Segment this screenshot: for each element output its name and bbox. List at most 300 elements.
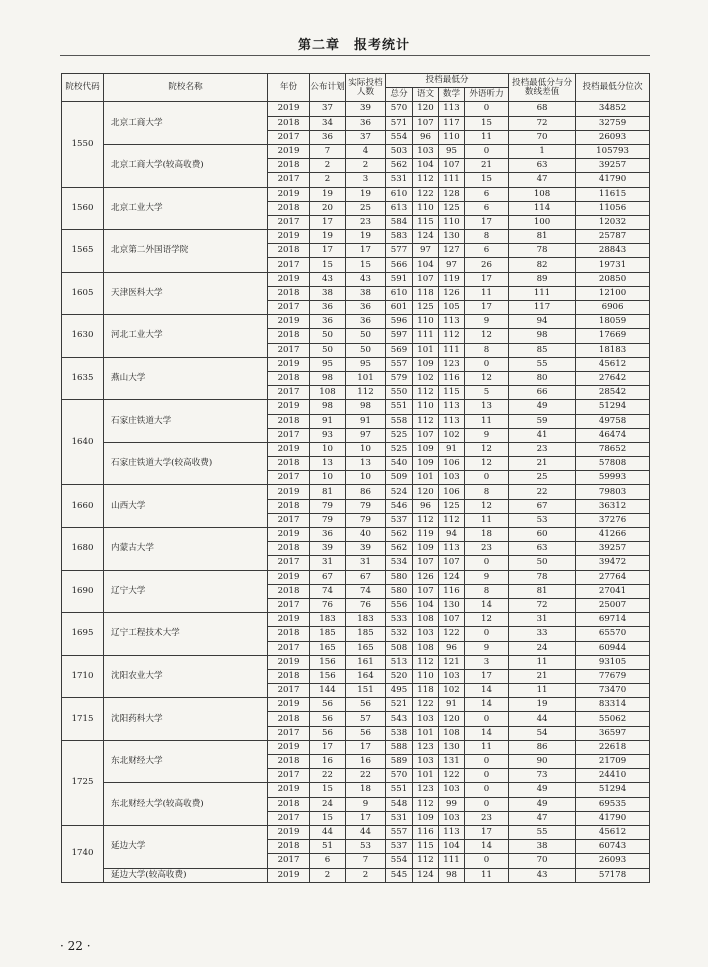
cell-rank: 20850 <box>576 272 650 286</box>
cell-listening: 12 <box>465 613 509 627</box>
cell-rank: 79803 <box>576 485 650 499</box>
cell-rank: 83314 <box>576 698 650 712</box>
cell-total: 503 <box>386 144 413 158</box>
cell-diff: 78 <box>509 244 576 258</box>
cell-diff: 22 <box>509 485 576 499</box>
cell-diff: 100 <box>509 215 576 229</box>
institution-code: 1630 <box>62 315 104 358</box>
table-row <box>62 102 650 116</box>
cell-math: 112 <box>439 513 465 527</box>
cell-chinese: 101 <box>413 726 439 740</box>
cell-math: 106 <box>439 485 465 499</box>
cell-actual: 183 <box>346 613 386 627</box>
cell-diff: 114 <box>509 201 576 215</box>
cell-math: 96 <box>439 641 465 655</box>
cell-year: 2019 <box>268 272 310 286</box>
cell-diff: 24 <box>509 641 576 655</box>
institution-code: 1605 <box>62 272 104 315</box>
cell-diff: 72 <box>509 116 576 130</box>
cell-math: 98 <box>439 868 465 882</box>
cell-chinese: 112 <box>413 173 439 187</box>
cell-diff: 67 <box>509 499 576 513</box>
cell-listening: 0 <box>465 556 509 570</box>
cell-listening: 0 <box>465 102 509 116</box>
admission-table-container <box>61 73 650 883</box>
cell-listening: 9 <box>465 570 509 584</box>
cell-plan: 74 <box>310 584 346 598</box>
cell-math: 130 <box>439 230 465 244</box>
cell-total: 538 <box>386 726 413 740</box>
cell-year: 2017 <box>268 513 310 527</box>
cell-listening: 21 <box>465 159 509 173</box>
cell-listening: 0 <box>465 144 509 158</box>
table-row <box>62 528 650 542</box>
table-row <box>62 698 650 712</box>
cell-actual: 112 <box>346 386 386 400</box>
cell-math: 102 <box>439 428 465 442</box>
cell-chinese: 109 <box>413 811 439 825</box>
institution-name: 天津医科大学 <box>104 272 268 315</box>
cell-listening: 14 <box>465 598 509 612</box>
institution-name: 北京工业大学 <box>104 187 268 230</box>
cell-listening: 23 <box>465 811 509 825</box>
cell-listening: 17 <box>465 272 509 286</box>
cell-plan: 156 <box>310 669 346 683</box>
cell-math: 108 <box>439 726 465 740</box>
cell-chinese: 101 <box>413 471 439 485</box>
cell-rank: 39257 <box>576 542 650 556</box>
cell-plan: 36 <box>310 528 346 542</box>
cell-rank: 60944 <box>576 641 650 655</box>
table-row <box>62 400 650 414</box>
cell-year: 2019 <box>268 230 310 244</box>
cell-chinese: 107 <box>413 556 439 570</box>
cell-rank: 93105 <box>576 655 650 669</box>
cell-chinese: 102 <box>413 371 439 385</box>
cell-year: 2018 <box>268 797 310 811</box>
cell-plan: 16 <box>310 755 346 769</box>
cell-chinese: 112 <box>413 854 439 868</box>
cell-rank: 55062 <box>576 712 650 726</box>
cell-math: 107 <box>439 556 465 570</box>
cell-total: 610 <box>386 187 413 201</box>
cell-actual: 17 <box>346 740 386 754</box>
cell-total: 601 <box>386 301 413 315</box>
cell-rank: 17669 <box>576 329 650 343</box>
cell-listening: 11 <box>465 130 509 144</box>
cell-year: 2019 <box>268 868 310 882</box>
cell-plan: 44 <box>310 825 346 839</box>
cell-year: 2018 <box>268 499 310 513</box>
cell-listening: 14 <box>465 726 509 740</box>
cell-chinese: 120 <box>413 102 439 116</box>
cell-rank: 32759 <box>576 116 650 130</box>
cell-actual: 19 <box>346 187 386 201</box>
cell-total: 540 <box>386 457 413 471</box>
cell-chinese: 108 <box>413 613 439 627</box>
cell-diff: 53 <box>509 513 576 527</box>
cell-listening: 8 <box>465 584 509 598</box>
cell-math: 122 <box>439 627 465 641</box>
cell-chinese: 125 <box>413 301 439 315</box>
cell-rank: 37276 <box>576 513 650 527</box>
cell-chinese: 110 <box>413 315 439 329</box>
cell-year: 2019 <box>268 485 310 499</box>
header-math: 数学 <box>439 88 465 102</box>
table-row <box>62 315 650 329</box>
cell-plan: 10 <box>310 471 346 485</box>
header-rank: 投档最低分位次 <box>576 74 650 102</box>
cell-chinese: 104 <box>413 258 439 272</box>
cell-total: 591 <box>386 272 413 286</box>
cell-chinese: 107 <box>413 116 439 130</box>
header-listening: 外语听力 <box>465 88 509 102</box>
cell-total: 596 <box>386 315 413 329</box>
cell-plan: 79 <box>310 499 346 513</box>
cell-actual: 2 <box>346 868 386 882</box>
cell-diff: 47 <box>509 173 576 187</box>
cell-math: 116 <box>439 371 465 385</box>
cell-rank: 27041 <box>576 584 650 598</box>
cell-year: 2018 <box>268 840 310 854</box>
cell-year: 2018 <box>268 712 310 726</box>
cell-total: 551 <box>386 783 413 797</box>
cell-chinese: 118 <box>413 286 439 300</box>
table-row <box>62 357 650 371</box>
table-row <box>62 442 650 456</box>
cell-rank: 51294 <box>576 400 650 414</box>
cell-year: 2017 <box>268 386 310 400</box>
cell-total: 550 <box>386 386 413 400</box>
cell-diff: 80 <box>509 371 576 385</box>
cell-listening: 9 <box>465 315 509 329</box>
institution-code: 1640 <box>62 400 104 485</box>
cell-listening: 9 <box>465 641 509 655</box>
cell-total: 570 <box>386 102 413 116</box>
cell-chinese: 96 <box>413 130 439 144</box>
cell-total: 580 <box>386 584 413 598</box>
cell-rank: 46474 <box>576 428 650 442</box>
cell-actual: 3 <box>346 173 386 187</box>
cell-actual: 98 <box>346 400 386 414</box>
cell-math: 110 <box>439 215 465 229</box>
cell-diff: 21 <box>509 457 576 471</box>
cell-year: 2019 <box>268 357 310 371</box>
cell-total: 537 <box>386 513 413 527</box>
cell-chinese: 107 <box>413 428 439 442</box>
cell-diff: 86 <box>509 740 576 754</box>
cell-rank: 28542 <box>576 386 650 400</box>
cell-listening: 23 <box>465 542 509 556</box>
cell-plan: 17 <box>310 244 346 258</box>
cell-listening: 15 <box>465 173 509 187</box>
cell-plan: 2 <box>310 159 346 173</box>
cell-total: 562 <box>386 542 413 556</box>
cell-rank: 22618 <box>576 740 650 754</box>
cell-plan: 22 <box>310 769 346 783</box>
cell-chinese: 101 <box>413 769 439 783</box>
cell-rank: 69535 <box>576 797 650 811</box>
cell-chinese: 123 <box>413 740 439 754</box>
cell-listening: 8 <box>465 485 509 499</box>
cell-rank: 24410 <box>576 769 650 783</box>
cell-math: 122 <box>439 769 465 783</box>
cell-year: 2017 <box>268 130 310 144</box>
table-row <box>62 570 650 584</box>
cell-rank: 41790 <box>576 173 650 187</box>
cell-diff: 68 <box>509 102 576 116</box>
cell-actual: 15 <box>346 258 386 272</box>
institution-code: 1660 <box>62 485 104 528</box>
cell-actual: 161 <box>346 655 386 669</box>
cell-year: 2018 <box>268 542 310 556</box>
cell-actual: 10 <box>346 471 386 485</box>
cell-plan: 20 <box>310 201 346 215</box>
cell-total: 557 <box>386 825 413 839</box>
cell-plan: 36 <box>310 315 346 329</box>
cell-diff: 60 <box>509 528 576 542</box>
cell-actual: 39 <box>346 102 386 116</box>
cell-actual: 79 <box>346 513 386 527</box>
cell-chinese: 116 <box>413 825 439 839</box>
cell-diff: 72 <box>509 598 576 612</box>
cell-chinese: 103 <box>413 712 439 726</box>
cell-plan: 79 <box>310 513 346 527</box>
cell-plan: 50 <box>310 329 346 343</box>
cell-total: 520 <box>386 669 413 683</box>
cell-listening: 17 <box>465 669 509 683</box>
cell-rank: 49758 <box>576 414 650 428</box>
cell-listening: 0 <box>465 797 509 811</box>
cell-actual: 95 <box>346 357 386 371</box>
cell-chinese: 112 <box>413 414 439 428</box>
cell-actual: 4 <box>346 144 386 158</box>
institution-code: 1565 <box>62 230 104 273</box>
cell-math: 103 <box>439 811 465 825</box>
cell-year: 2018 <box>268 201 310 215</box>
cell-total: 562 <box>386 159 413 173</box>
cell-diff: 38 <box>509 840 576 854</box>
cell-plan: 95 <box>310 357 346 371</box>
cell-total: 545 <box>386 868 413 882</box>
cell-listening: 5 <box>465 386 509 400</box>
cell-actual: 101 <box>346 371 386 385</box>
cell-chinese: 120 <box>413 485 439 499</box>
cell-actual: 56 <box>346 698 386 712</box>
cell-chinese: 107 <box>413 272 439 286</box>
institution-name: 石家庄铁道大学 <box>104 400 268 443</box>
cell-rank: 73470 <box>576 684 650 698</box>
cell-plan: 56 <box>310 712 346 726</box>
cell-math: 117 <box>439 116 465 130</box>
cell-total: 548 <box>386 797 413 811</box>
cell-math: 111 <box>439 854 465 868</box>
cell-chinese: 103 <box>413 627 439 641</box>
institution-name: 辽宁工程技术大学 <box>104 613 268 656</box>
cell-actual: 57 <box>346 712 386 726</box>
cell-diff: 49 <box>509 400 576 414</box>
cell-year: 2017 <box>268 428 310 442</box>
cell-chinese: 112 <box>413 386 439 400</box>
cell-math: 111 <box>439 343 465 357</box>
cell-listening: 11 <box>465 740 509 754</box>
cell-plan: 19 <box>310 230 346 244</box>
cell-plan: 98 <box>310 400 346 414</box>
cell-year: 2019 <box>268 400 310 414</box>
cell-total: 589 <box>386 755 413 769</box>
cell-math: 113 <box>439 414 465 428</box>
cell-actual: 76 <box>346 598 386 612</box>
cell-actual: 36 <box>346 301 386 315</box>
institution-code: 1710 <box>62 655 104 698</box>
cell-math: 112 <box>439 329 465 343</box>
cell-listening: 3 <box>465 655 509 669</box>
cell-chinese: 122 <box>413 698 439 712</box>
cell-year: 2019 <box>268 783 310 797</box>
cell-year: 2018 <box>268 286 310 300</box>
cell-plan: 51 <box>310 840 346 854</box>
cell-actual: 13 <box>346 457 386 471</box>
cell-math: 120 <box>439 712 465 726</box>
cell-actual: 16 <box>346 755 386 769</box>
cell-listening: 11 <box>465 513 509 527</box>
cell-math: 95 <box>439 144 465 158</box>
cell-plan: 15 <box>310 783 346 797</box>
institution-code: 1725 <box>62 740 104 825</box>
cell-math: 103 <box>439 783 465 797</box>
cell-listening: 6 <box>465 201 509 215</box>
cell-rank: 6906 <box>576 301 650 315</box>
institution-code: 1740 <box>62 825 104 882</box>
table-row <box>62 230 650 244</box>
cell-diff: 31 <box>509 613 576 627</box>
cell-year: 2017 <box>268 258 310 272</box>
cell-plan: 37 <box>310 102 346 116</box>
cell-diff: 1 <box>509 144 576 158</box>
cell-actual: 86 <box>346 485 386 499</box>
cell-diff: 90 <box>509 755 576 769</box>
institution-name: 内蒙古大学 <box>104 528 268 571</box>
cell-math: 113 <box>439 315 465 329</box>
cell-actual: 31 <box>346 556 386 570</box>
cell-chinese: 108 <box>413 641 439 655</box>
cell-plan: 185 <box>310 627 346 641</box>
cell-math: 123 <box>439 357 465 371</box>
header-actual: 实际投档人数 <box>346 74 386 102</box>
cell-chinese: 109 <box>413 357 439 371</box>
cell-rank: 18059 <box>576 315 650 329</box>
cell-diff: 25 <box>509 471 576 485</box>
institution-name: 延边大学(较高收费) <box>104 868 268 882</box>
cell-diff: 81 <box>509 584 576 598</box>
cell-plan: 31 <box>310 556 346 570</box>
cell-actual: 79 <box>346 499 386 513</box>
cell-math: 115 <box>439 386 465 400</box>
cell-math: 121 <box>439 655 465 669</box>
cell-listening: 11 <box>465 414 509 428</box>
cell-diff: 66 <box>509 386 576 400</box>
cell-total: 613 <box>386 201 413 215</box>
cell-total: 566 <box>386 258 413 272</box>
cell-year: 2019 <box>268 655 310 669</box>
cell-diff: 44 <box>509 712 576 726</box>
cell-diff: 59 <box>509 414 576 428</box>
cell-diff: 11 <box>509 684 576 698</box>
table-row <box>62 272 650 286</box>
cell-plan: 15 <box>310 258 346 272</box>
cell-listening: 17 <box>465 301 509 315</box>
cell-chinese: 119 <box>413 528 439 542</box>
cell-chinese: 97 <box>413 244 439 258</box>
institution-name: 北京第二外国语学院 <box>104 230 268 273</box>
table-body <box>62 102 650 882</box>
cell-listening: 0 <box>465 854 509 868</box>
cell-diff: 85 <box>509 343 576 357</box>
header-name: 院校名称 <box>104 74 268 102</box>
cell-listening: 0 <box>465 471 509 485</box>
cell-diff: 43 <box>509 868 576 882</box>
table-row <box>62 740 650 754</box>
cell-chinese: 111 <box>413 329 439 343</box>
cell-total: 551 <box>386 400 413 414</box>
cell-total: 554 <box>386 130 413 144</box>
cell-actual: 67 <box>346 570 386 584</box>
cell-actual: 36 <box>346 116 386 130</box>
cell-math: 119 <box>439 272 465 286</box>
cell-rank: 18183 <box>576 343 650 357</box>
institution-name: 燕山大学 <box>104 357 268 400</box>
cell-chinese: 118 <box>413 684 439 698</box>
header-total: 总分 <box>386 88 413 102</box>
cell-year: 2017 <box>268 173 310 187</box>
cell-math: 127 <box>439 244 465 258</box>
cell-rank: 65570 <box>576 627 650 641</box>
cell-math: 125 <box>439 201 465 215</box>
institution-code: 1635 <box>62 357 104 400</box>
cell-total: 558 <box>386 414 413 428</box>
cell-chinese: 112 <box>413 797 439 811</box>
cell-plan: 156 <box>310 655 346 669</box>
cell-listening: 14 <box>465 840 509 854</box>
cell-listening: 18 <box>465 528 509 542</box>
cell-total: 583 <box>386 230 413 244</box>
cell-diff: 49 <box>509 797 576 811</box>
cell-total: 579 <box>386 371 413 385</box>
institution-code: 1680 <box>62 528 104 571</box>
cell-math: 107 <box>439 613 465 627</box>
header-chinese: 语文 <box>413 88 439 102</box>
cell-total: 597 <box>386 329 413 343</box>
cell-year: 2018 <box>268 371 310 385</box>
cell-year: 2018 <box>268 159 310 173</box>
cell-diff: 78 <box>509 570 576 584</box>
cell-listening: 15 <box>465 116 509 130</box>
institution-name: 延边大学 <box>104 825 268 868</box>
cell-actual: 37 <box>346 130 386 144</box>
cell-math: 113 <box>439 102 465 116</box>
cell-actual: 2 <box>346 159 386 173</box>
cell-diff: 21 <box>509 669 576 683</box>
cell-listening: 17 <box>465 825 509 839</box>
cell-plan: 6 <box>310 854 346 868</box>
cell-year: 2017 <box>268 854 310 868</box>
cell-chinese: 115 <box>413 215 439 229</box>
cell-plan: 17 <box>310 740 346 754</box>
cell-year: 2019 <box>268 698 310 712</box>
cell-chinese: 110 <box>413 669 439 683</box>
cell-total: 569 <box>386 343 413 357</box>
institution-name: 沈阳药科大学 <box>104 698 268 741</box>
